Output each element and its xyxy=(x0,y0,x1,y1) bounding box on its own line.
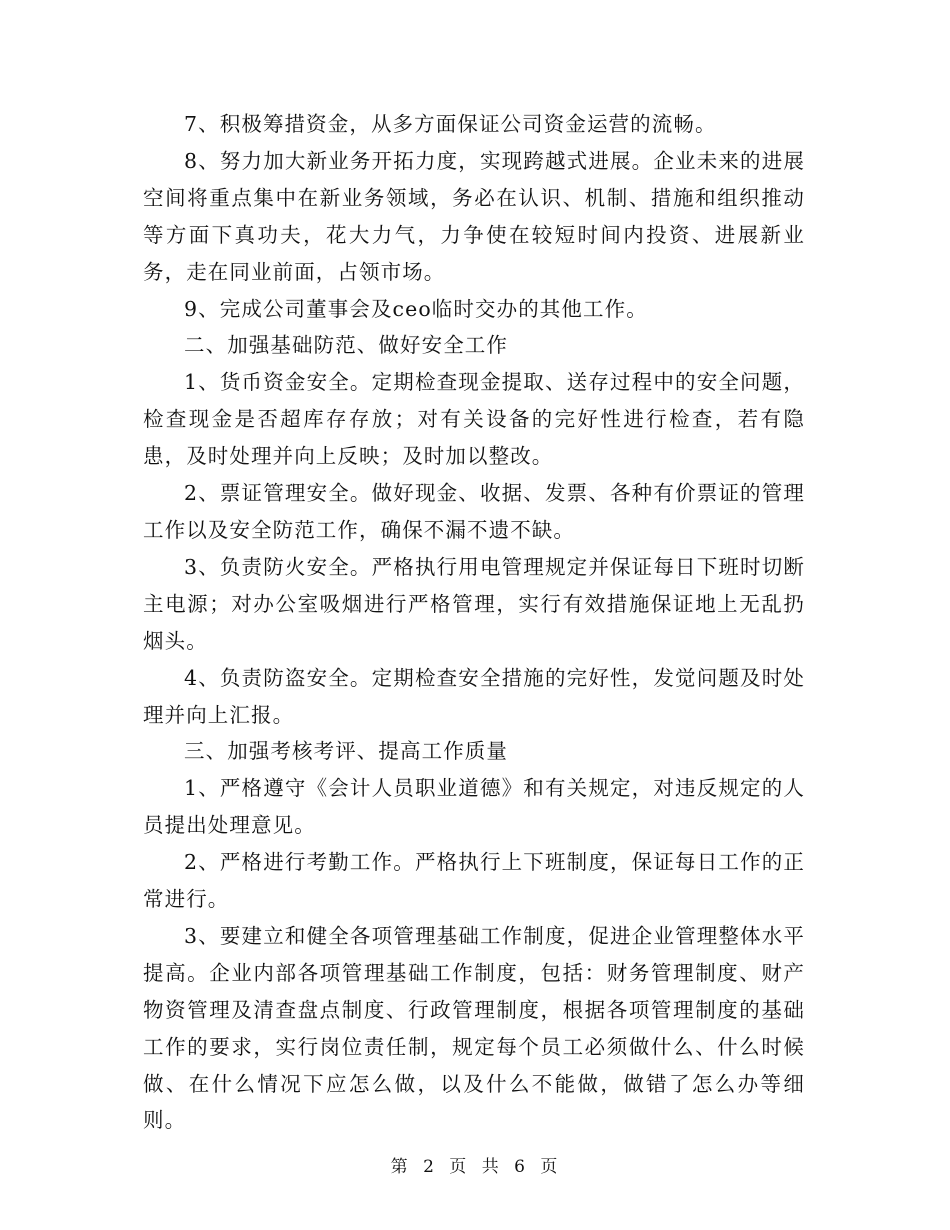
paragraph-item-8: 8、努力加大新业务开拓力度，实现跨越式进展。企业未来的进展空间将重点集中在新业务领域，务必在认识、机制、措施和组织推动等方面下真功夫，花大力气，力争使在较短时间内投资、进展新业务，走在同业前面，占领市场。 xyxy=(143,148,805,284)
paragraph-fire-safety: 3、负责防火安全。严格执行用电管理规定并保证每日下班时切断主电源；对办公室吸烟进行严格管理，实行有效措施保证地上无乱扔烟头。 xyxy=(143,554,805,653)
paragraph-currency-safety: 1、货币资金安全。定期检查现金提取、送存过程中的安全问题，检查现金是否超库存存放；对有关设备的完好性进行检查，若有隐患，及时处理并向上反映；及时加以整改。 xyxy=(143,370,805,469)
paragraph-item-9: 9、完成公司董事会及ceo临时交办的其他工作。 xyxy=(184,296,648,321)
section-heading-2: 二、加强基础防范、做好安全工作 xyxy=(184,333,508,358)
paragraph-item-7: 7、积极筹措资金，从多方面保证公司资金运营的流畅。 xyxy=(184,112,717,136)
paragraph-voucher-safety: 2、票证管理安全。做好现金、收据、发票、各种有价票证的管理工作以及安全防范工作，确保不漏不遗不缺。 xyxy=(143,481,805,542)
paragraph-attendance: 2、严格进行考勤工作。严格执行上下班制度，保证每日工作的正常进行。 xyxy=(143,850,805,912)
document-body xyxy=(143,106,805,1139)
section-heading-3: 三、加强考核考评、提高工作质量 xyxy=(184,739,508,764)
paragraph-theft-safety: 4、负责防盗安全。定期检查安全措施的完好性，发觉问题及时处理并向上汇报。 xyxy=(143,665,805,727)
paragraph-management-system: 3、要建立和健全各项管理基础工作制度，促进企业管理整体水平提高。企业内部各项管理基础工作制度，包括：财务管理制度、财产物资管理及清查盘点制度、行政管理制度，根据各项管理制度的基础工作的要求，实行岗位责任制，规定每个员工必须做什么、什么时候做、在什么情况下应怎么做，以及什么不能做，做错了怎么办等细则。 xyxy=(143,923,805,1133)
paragraph-ethics: 1、严格遵守《会计人员职业道德》和有关规定，对违反规定的人员提出处理意见。 xyxy=(143,776,805,838)
page-number-footer: 第 2 页 共 6 页 xyxy=(390,1157,560,1177)
